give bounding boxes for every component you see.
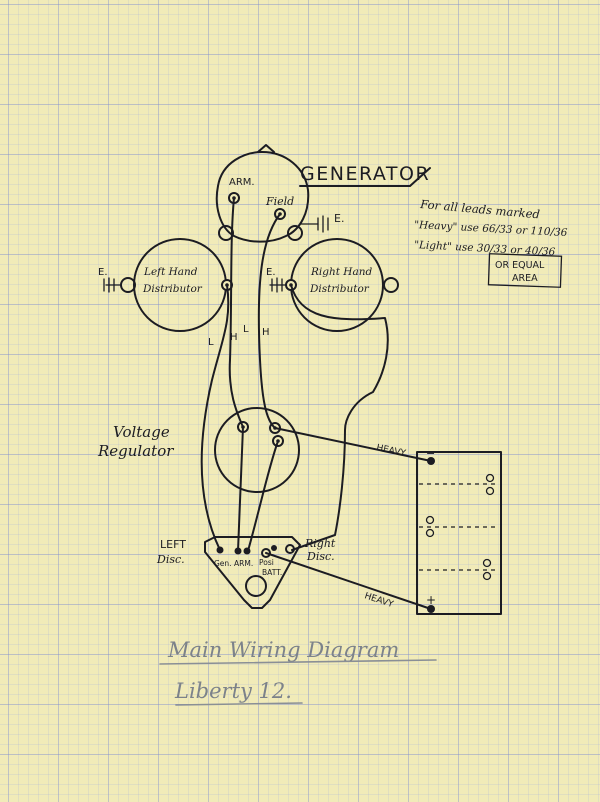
terminal-gen-label: Gen. [214,559,232,568]
right-distributor-label-line2: Distributor [310,283,369,295]
left-distributor-label-line1: Left Hand [144,266,198,278]
terminal-arm-label: ARM. [234,559,254,568]
lead-mark-h-left: H [230,332,238,343]
note-line-3: "Light" use 30/33 or 40/36 [413,239,556,259]
left-disc-label-line1: LEFT [160,538,186,551]
lead-mark-l-center: L [243,324,249,335]
right-disc-label-line1: Right [305,537,336,550]
caption-subtitle: Liberty 12. [175,679,292,703]
terminal-posi-label: Posi [259,558,274,567]
generator-arm-terminal-label: ARM. [229,177,255,188]
note-line-2: "Heavy" use 66/33 or 110/36 [413,219,568,240]
lead-mark-h-right: H [262,327,270,338]
left-disc-label-line2: Disc. [157,553,185,566]
generator-earth-label: E. [334,212,345,225]
voltage-regulator-label-line2: Regulator [98,442,174,460]
left-distributor-earth-label: E. [98,267,108,278]
note-or-equal: OR EQUAL [495,260,545,271]
voltage-regulator-label-line1: Voltage [113,423,170,441]
generator-title: GENERATOR [300,163,431,185]
terminal-batt-label: BATT. [262,568,283,577]
caption-title: Main Wiring Diagram [168,638,400,662]
lead-heavy-label-lower: HEAVY [363,591,395,611]
right-disc-label-line2: Disc. [307,550,335,563]
lead-mark-l-left: L [208,337,214,348]
right-distributor-label-line1: Right Hand [311,266,373,278]
battery-negative-mark: − [426,447,436,460]
note-area: AREA [512,273,538,284]
generator-field-terminal-label: Field [266,195,295,208]
battery-positive-mark: + [426,593,437,607]
right-distributor-earth-label: E. [266,267,276,278]
lead-heavy-label-upper: HEAVY [375,443,407,460]
note-line-1: For all leads marked [419,197,541,222]
left-distributor-label-line2: Distributor [143,283,202,295]
